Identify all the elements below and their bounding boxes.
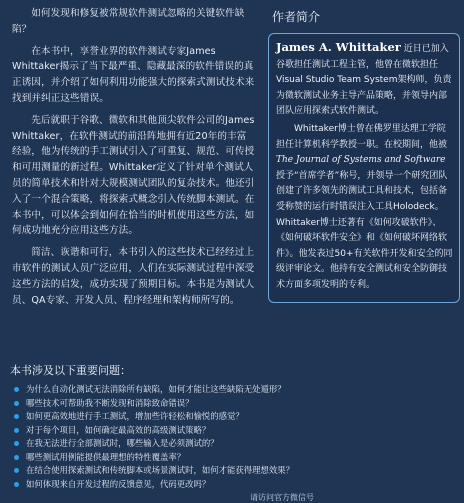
key-questions-section: [10, 362, 460, 491]
bullet-icon: [14, 441, 19, 446]
bullet-icon: [14, 482, 19, 487]
list-item: [10, 424, 460, 438]
author-bio-text-2a: Whittaker博士曾在佛罗里达理工学院担任计算机科学教授一职。在校期间，他被: [276, 123, 448, 150]
author-section: [268, 8, 460, 303]
question-text: 如何体现来自开发过程的反馈意见，代码更改吗？: [26, 478, 211, 489]
question-text: 哪些技术可帮助我不断发现和消除致命错误？: [26, 397, 194, 408]
author-bio-paragraph-1: [276, 40, 454, 120]
author-bio-box: [268, 33, 460, 303]
list-item: [10, 464, 460, 478]
bullet-icon: [14, 455, 19, 460]
intro-paragraph-1: 在本书中，享誉业界的软件测试专家James Whittaker揭示了当下最严重、隐藏最深的软件错误的真正诱因，并介绍了如何利用功能强大的探索式测试技术来找到并纠正这些错误。: [12, 45, 255, 104]
question-text: 在结合使用探索测试和传统脚本或场景测试时，如何才能获得理想效果？: [26, 465, 294, 475]
question-text: 如何更高效地进行手工测试，增加些许轻松和愉悦的感觉？: [26, 411, 244, 421]
key-questions-list: [10, 383, 460, 491]
list-item: [10, 397, 460, 411]
journal-name: The Journal of Systems and Software: [276, 155, 446, 166]
question-text: 为什么自动化测试无法消除所有缺陷，如何才能让这些缺陷无处遁形？: [26, 384, 286, 394]
author-section-title: 作者简介: [272, 10, 321, 24]
author-bio-text-2b: 授予“首席学者”称号，并领导一个研究团队创建了许多领先的测试工具和技术，包括备受称赞的运行时错误注入工具Holodeck。Whittaker博士还著有《如何攻破软件》、《如何破坏软件安全》和《如何破坏网络软件》。他发表过50+有关软件开发和安全的同级评审论文。他持有安全测试和安全防御技术方面多项发明的专利。: [276, 170, 453, 290]
book-description: [12, 6, 256, 314]
question-text: 对于每个项目，如何确定最高效的高级测试策略？: [26, 424, 211, 435]
bullet-icon: [14, 387, 19, 392]
list-item: [10, 383, 460, 397]
bullet-icon: [14, 428, 19, 433]
intro-paragraph-3: 简洁、诙谐和可行，本书引入的这些技术已经经过上市软件的测试人员广泛应用，人们在实际测试过程中深受这些方法的启发，成功实现了预期目标。本书是为测试人员、QA专家、开发人员、程序经理和架构师所写的。: [12, 247, 255, 306]
author-bio-text-1: 近日已加入谷歌担任测试工程主管，他曾在微软担任Visual Studio Team System架构师，负责为微软测试业务主导产品策略，并领导内部团队应用探索式软件测试。: [276, 44, 452, 117]
footer-note: 请访问官方微信号: [250, 493, 314, 502]
key-questions-title: 本书涉及以下重要问题：: [10, 364, 131, 377]
list-item: [10, 437, 460, 451]
list-item: [10, 478, 460, 492]
intro-question: 如何发现和修复被常规软件测试忽略的关键软件缺陷？: [12, 8, 245, 35]
author-bio-paragraph-2: [276, 122, 454, 294]
list-item: [10, 451, 460, 465]
list-item: [10, 410, 460, 424]
author-name: James A. Whittaker: [276, 40, 401, 54]
bullet-icon: [14, 468, 19, 473]
bullet-icon: [14, 401, 19, 406]
question-text: 在我无法进行全部测试时，哪些输入是必须测试的？: [26, 438, 219, 448]
bullet-icon: [14, 414, 19, 419]
intro-paragraph-2: 先后就职于谷歌、微软和其他顶尖软件公司的James Whittaker，在软件测试的前沿阵地拥有近20年的丰富经验，他为传统的手工测试引入了可重复、规范、可传授和可用测量的新过程。Whittaker定义了针对单个测试人员的简单技术和针对大规模测试团队的复杂技术。他还引入了一个混合策略，将探索式概念引入传统脚本测试。在本书中，可以体会到如何在恰当的时机使用这些方法，如何成功地充分应用这些方法。: [12, 114, 255, 237]
question-text: 哪些测试用例能提供最理想的特性覆盖率？: [26, 451, 186, 462]
